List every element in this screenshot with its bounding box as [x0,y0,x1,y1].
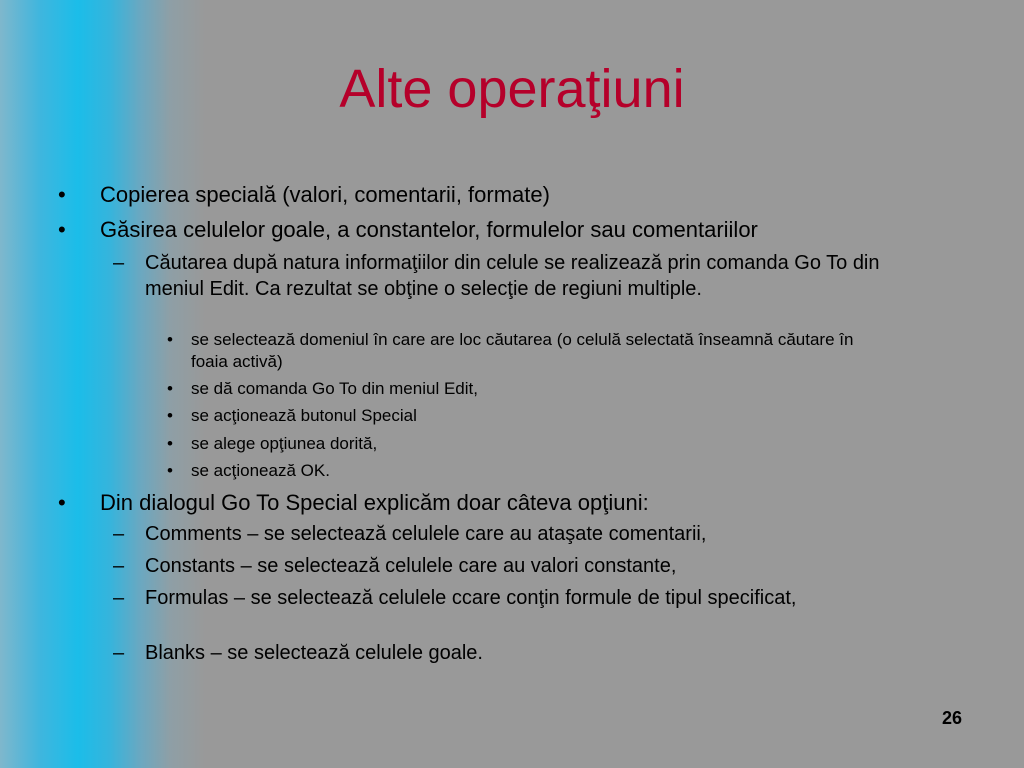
sub-sub-item [167,405,891,427]
bullet-marker: • [167,330,173,349]
sub-item [113,250,925,302]
dash-marker: – [113,642,125,664]
dash-marker: – [113,523,125,545]
bullet-item [58,215,980,244]
bullet-marker: • [167,379,173,398]
page-number: 26 [941,708,962,728]
bullet-marker: • [167,406,173,425]
bullet-text: Copierea specială (valori, comentarii, formate) [100,182,550,207]
sub-item [113,640,925,666]
bullet-marker: • [58,490,66,515]
bullet-marker: • [167,461,173,480]
bullet-text: Din dialogul Go To Special explicăm doar câteva opţiuni: [100,490,649,515]
sub-sub-item-text: se selectează domeniul în care are loc căutarea (o celulă selectată înseamnă căutare în foaia activă) [191,330,854,371]
bullet-marker: • [58,217,66,242]
sub-item [113,521,925,547]
sub-sub-item [167,460,891,482]
bullet-marker: • [167,434,173,453]
sub-item-text: Comments – se selectează celulele care au ataşate comentarii, [145,523,707,545]
sub-sub-item [167,433,891,455]
sub-item [113,585,925,611]
slide-title: Alte operaţiuni [339,59,685,119]
sub-sub-item-text: se alege opţiunea dorită, [191,434,378,453]
sub-sub-item [167,329,891,373]
sub-item [113,553,925,579]
sub-sub-item [167,378,891,400]
bullet-item [58,488,980,517]
sub-sub-item-text: se acţionează OK. [191,461,330,480]
bullet-marker: • [58,182,66,207]
bullet-text: Găsirea celulelor goale, a constantelor, formulelor sau comentariilor [100,217,758,242]
bullet-item [58,180,980,209]
sub-sub-item-text: se dă comanda Go To din meniul Edit, [191,379,478,398]
sub-item-text: Constants – se selectează celulele care au valori constante, [145,555,677,577]
dash-marker: – [113,555,125,577]
sub-item-text: Căutarea după natura informaţiilor din celule se realizează prin comanda Go To din meniul Edit. Ca rezultat se obţine o selecţie de regiuni multiple. [145,252,880,300]
dash-marker: – [113,587,125,609]
sub-sub-item-text: se acţionează butonul Special [191,406,417,425]
sub-item-text: Blanks – se selectează celulele goale. [145,642,483,664]
dash-marker: – [113,252,125,274]
sub-item-text: Formulas – se selectează celulele ccare conţin formule de tipul specificat, [145,587,797,609]
